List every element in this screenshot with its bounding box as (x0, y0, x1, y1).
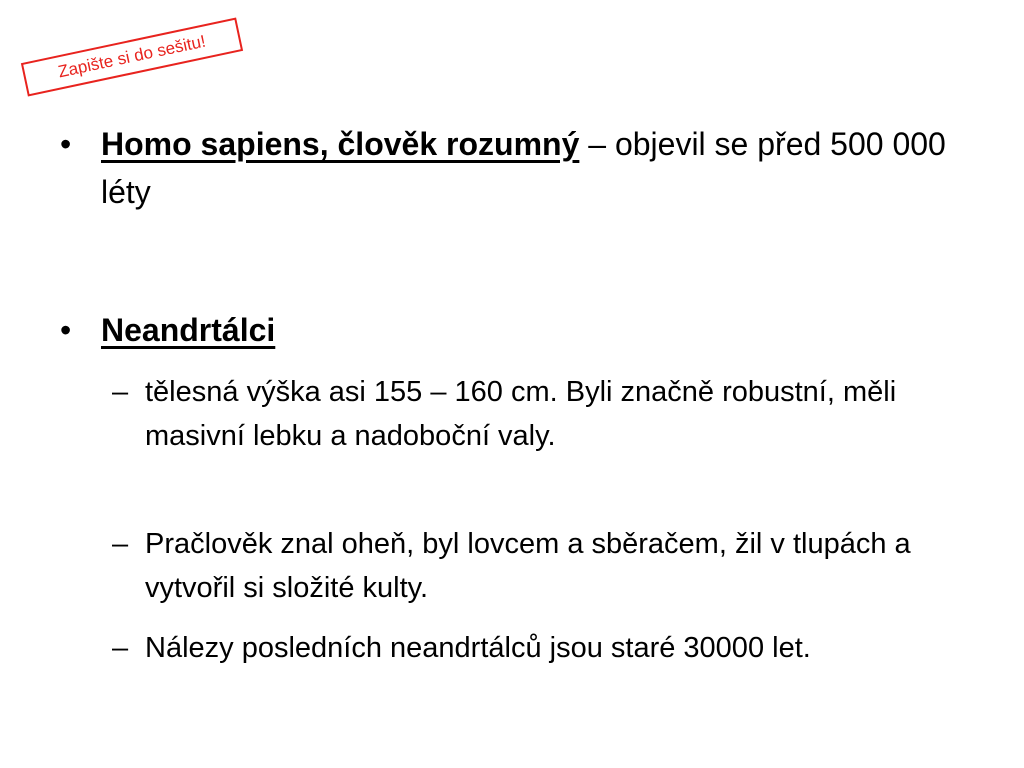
bullet-homo-sapiens (60, 120, 960, 216)
bullet-body: objevil se před 500 000 léty (101, 126, 946, 210)
bullet-neandrtalci (60, 306, 960, 354)
bullet-text (101, 306, 960, 354)
bullet-heading: Neandrtálci (101, 312, 276, 348)
subitem-fire (112, 522, 972, 610)
bullet-text (101, 120, 960, 216)
subitem-height (112, 370, 972, 458)
note-stamp-text: Zapište si do sešitu! (56, 31, 208, 82)
bullet-separator: – (579, 126, 615, 162)
subitem-text: Nálezy posledních neandrtálců jsou staré 30000 let. (145, 632, 811, 664)
bullet-marker: • (60, 126, 72, 162)
bullet-marker: • (60, 312, 72, 348)
subitem-findings (112, 626, 972, 670)
subitem-marker: – (112, 528, 129, 560)
subitem-marker: – (112, 632, 129, 664)
subitem-marker: – (112, 376, 129, 408)
bullet-heading: Homo sapiens, člověk rozumný (101, 126, 580, 162)
note-stamp (21, 18, 243, 97)
subitem-text: tělesná výška asi 155 – 160 cm. Byli značně robustní, měli masivní lebku a nadoboční valy. (145, 376, 897, 452)
subitem-text: Pračlověk znal oheň, byl lovcem a sběračem, žil v tlupách a vytvořil si složité kulty. (145, 528, 911, 604)
